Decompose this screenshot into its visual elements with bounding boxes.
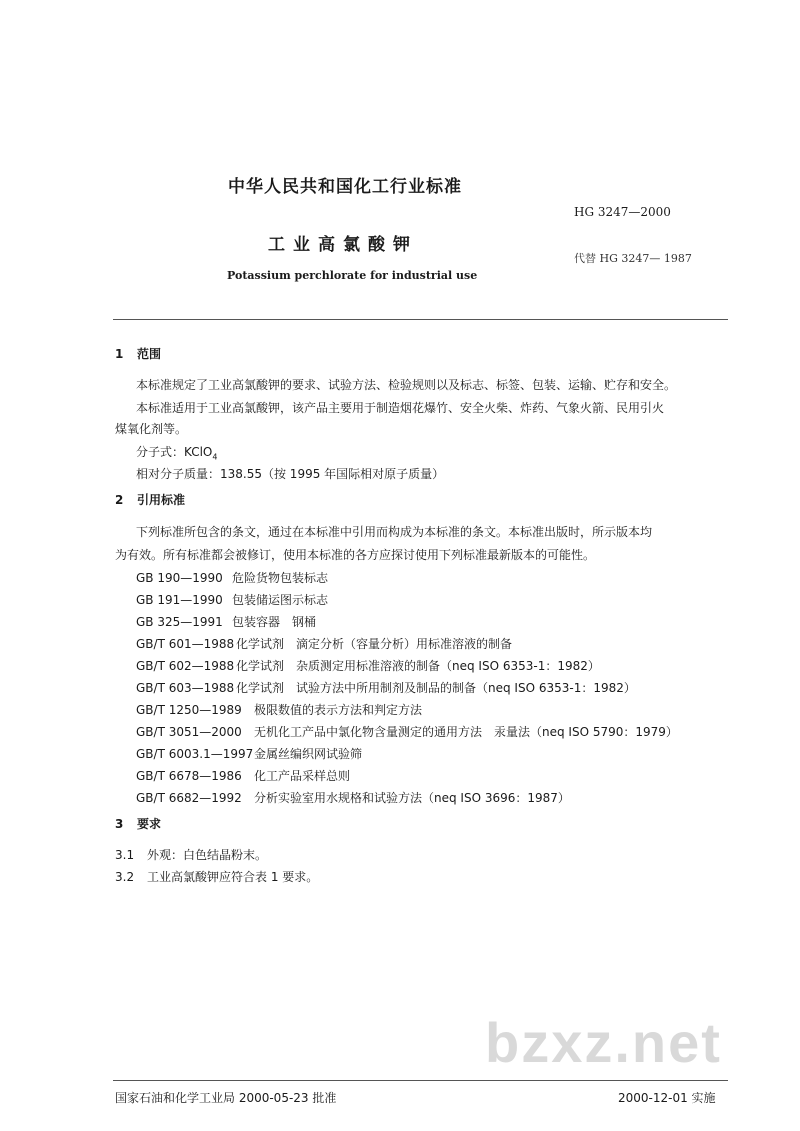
reference-title: 化工产品采样总则 [254, 769, 351, 783]
reference-code: GB/T 6003.1—1997 [136, 747, 254, 761]
reference-item [136, 679, 636, 696]
reference-code: GB/T 601—1988 [136, 637, 235, 651]
requirement-3-2 [115, 868, 318, 885]
reference-item [136, 789, 570, 806]
reference-title: 极限数值的表示方法和判定方法 [254, 703, 423, 717]
reference-code: GB/T 6682—1992 [136, 791, 242, 805]
references-intro-a: 下列标准所包含的条文，通过在本标准中引用而构成为本标准的条文。本标准出版时，所示版本均 [136, 525, 653, 539]
effective-date: 2000-12-01 实施 [618, 1091, 716, 1105]
reference-item [136, 767, 350, 784]
reference-item [136, 613, 316, 630]
scope-paragraph-2a: 本标准适用于工业高氯酸钾，该产品主要用于制造烟花爆竹、安全火柴、炸药、气象火箭、民用引火 [136, 401, 665, 415]
reference-title: 金属丝编织网试验筛 [254, 747, 363, 761]
molecular-mass: 相对分子质量：138.55（按 1995 年国际相对原子质量） [136, 467, 445, 481]
section-1-title: 范围 [137, 347, 162, 361]
requirement-number: 3.1 [115, 848, 135, 862]
site-watermark: bzxz.net [485, 1011, 722, 1074]
reference-title: 化学试剂 试验方法中所用制剂及制品的制备（neq ISO 6353-1：1982） [236, 681, 636, 695]
section-1-number: 1 [115, 347, 124, 361]
reference-item [136, 745, 362, 762]
molecular-formula: 分子式：KClO$_4$ [136, 445, 218, 462]
requirement-number: 3.2 [115, 870, 135, 884]
english-title: Potassium perchlorate for industrial use [227, 269, 478, 282]
section-3-heading [115, 815, 161, 832]
reference-item [136, 657, 600, 674]
document-title: 工业高氯酸钾 [268, 235, 418, 255]
section-2-number: 2 [115, 493, 124, 507]
reference-code: GB/T 3051—2000 [136, 725, 242, 739]
reference-code: GB 191—1990 [136, 593, 223, 607]
standard-code: HG 3247—2000 [574, 205, 671, 219]
reference-item [136, 701, 422, 718]
header-divider [113, 319, 728, 320]
issuing-body-title: 中华人民共和国化工行业标准 [228, 177, 462, 197]
reference-title: 危险货物包装标志 [232, 571, 329, 585]
reference-code: GB 190—1990 [136, 571, 223, 585]
reference-item [136, 569, 328, 586]
requirement-text: 外观：白色结晶粉末。 [147, 848, 268, 862]
section-3-number: 3 [115, 817, 124, 831]
requirement-3-1 [115, 846, 267, 863]
reference-code: GB/T 603—1988 [136, 681, 235, 695]
reference-title: 包装储运图示标志 [232, 593, 329, 607]
section-3-title: 要求 [137, 817, 162, 831]
replaces-note: 代替 HG 3247— 1987 [574, 252, 692, 265]
reference-code: GB/T 1250—1989 [136, 703, 242, 717]
reference-item [136, 635, 512, 652]
reference-code: GB 325—1991 [136, 615, 223, 629]
reference-item [136, 591, 328, 608]
reference-title: 包装容器 钢桶 [232, 615, 317, 629]
approval-line: 国家石油和化学工业局 2000-05-23 批准 [115, 1091, 337, 1105]
footer-divider [113, 1080, 728, 1081]
reference-code: GB/T 602—1988 [136, 659, 235, 673]
references-intro-b: 为有效。所有标准都会被修订，使用本标准的各方应探讨使用下列标准最新版本的可能性。 [115, 548, 596, 562]
scope-paragraph-1: 本标准规定了工业高氯酸钾的要求、试验方法、检验规则以及标志、标签、包装、运输、贮存和安全。 [136, 378, 677, 392]
section-2-title: 引用标准 [137, 493, 186, 507]
reference-item [136, 723, 678, 740]
reference-code: GB/T 6678—1986 [136, 769, 242, 783]
reference-title: 无机化工产品中氯化物含量测定的通用方法 汞量法（neq ISO 5790：1979） [254, 725, 678, 739]
molecular-formula-text: 分子式：KClO [136, 445, 213, 459]
section-1-heading [115, 345, 161, 362]
scope-paragraph-2b: 煤氧化剂等。 [115, 422, 188, 436]
requirement-text: 工业高氯酸钾应符合表 1 要求。 [147, 870, 319, 884]
reference-title: 分析实验室用水规格和试验方法（neq ISO 3696：1987） [254, 791, 570, 805]
reference-title: 化学试剂 杂质测定用标准溶液的制备（neq ISO 6353-1：1982） [236, 659, 600, 673]
reference-title: 化学试剂 滴定分析（容量分析）用标准溶液的制备 [236, 637, 513, 651]
section-2-heading [115, 491, 185, 508]
